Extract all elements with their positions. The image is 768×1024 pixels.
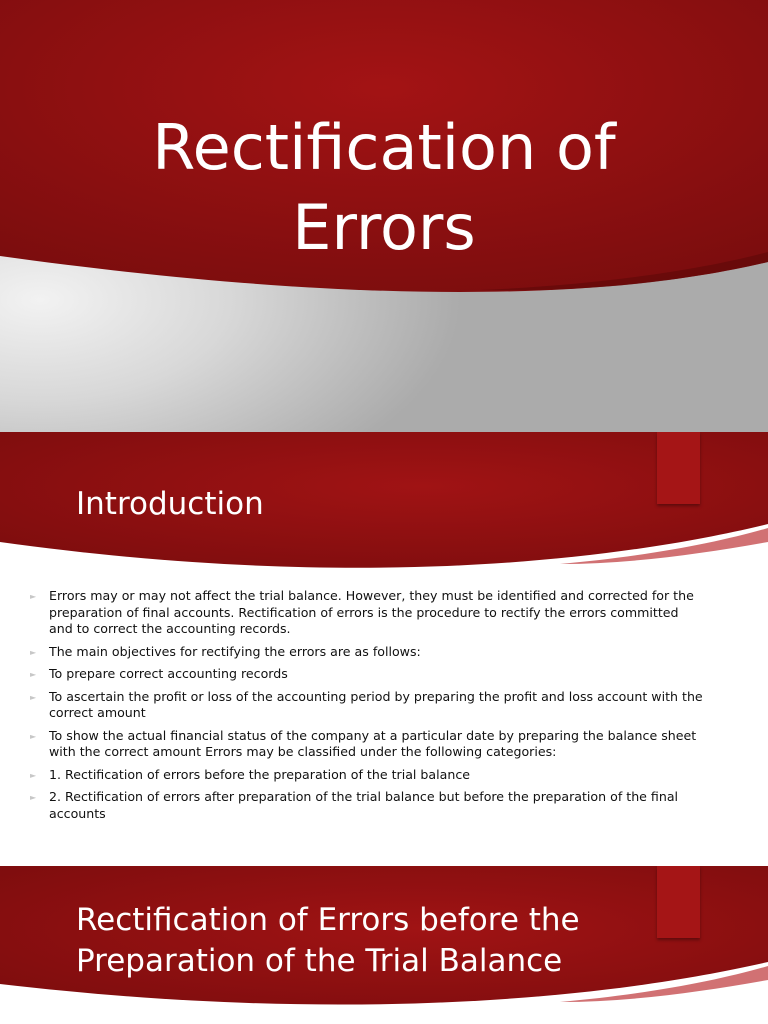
title-line-1: Rectification of	[152, 111, 616, 184]
list-item: ► To show the actual financial status of the company at a particular date by preparing the balance sheet with the correct amount Errors may be classified under the following categories:	[30, 727, 697, 759]
accent-tab	[657, 432, 700, 504]
triangle-right-icon: ►	[30, 770, 37, 780]
title-slide	[0, 0, 768, 432]
list-item: ► 1. Rectification of errors before the preparation of the trial balance	[30, 767, 705, 784]
list-item: ► The main objectives for rectifying the errors are as follows:	[30, 644, 705, 661]
list-item: ► To prepare correct accounting records	[30, 666, 705, 683]
slide-heading: Introduction	[76, 486, 264, 522]
triangle-right-icon: ►	[30, 592, 37, 601]
list-item: ► 2. Rectification of errors after preparation of the trial balance but before the preparation of the final accounts	[30, 789, 679, 821]
bullet-list	[30, 588, 705, 828]
triangle-right-icon: ►	[30, 793, 37, 802]
list-item: ► Errors may or may not affect the trial balance. However, they must be identified and corrected for the preparation of final accounts. Rectification of errors is the procedure to rectify the errors committed and to correct the accounting records.	[30, 588, 694, 636]
slide-title	[0, 108, 768, 268]
slide-heading: Rectification of Errors before the Preparation of the Trial Balance	[76, 902, 580, 979]
section-slide	[0, 866, 768, 1024]
triangle-right-icon: ►	[30, 731, 37, 741]
triangle-right-icon: ►	[30, 647, 37, 657]
triangle-right-icon: ►	[30, 670, 37, 679]
introduction-slide	[0, 432, 768, 866]
list-item: ► To ascertain the profit or loss of the accounting period by preparing the profit and loss account with the correct amount	[30, 688, 703, 720]
title-line-2: Errors	[292, 191, 476, 264]
triangle-right-icon: ►	[30, 692, 37, 702]
